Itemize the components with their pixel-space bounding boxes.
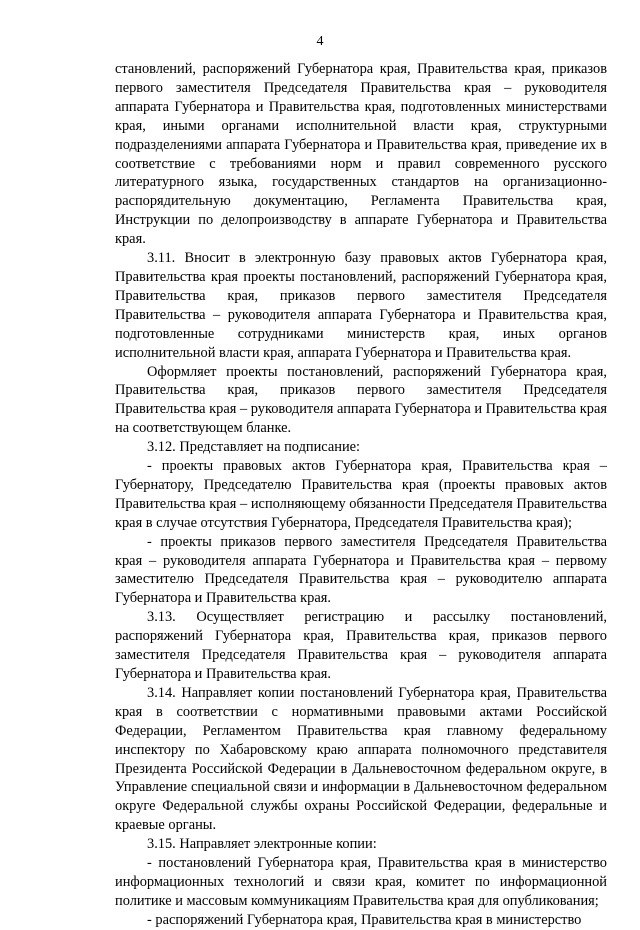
paragraph: 3.14. Направляет копии постановлений Губернатора края, Правительства края в соответствии с нормативными правовыми актами Российской Федерации, Регламентом Правительства края главному федеральному инспектору по Хабаровскому краю аппарата полномочного представителя Президента Российской Федерации в Дальневосточном федеральном округе, в Управление специальной связи и информации в Дальневосточном федеральном округе Федеральной службы охраны Российской Федерации, федеральные и краевые органы.	[115, 684, 607, 834]
page-number: 4	[316, 34, 324, 49]
document-body	[115, 60, 607, 930]
paragraph: 3.15. Направляет электронные копии:	[147, 836, 377, 853]
paragraph: 3.12. Представляет на подписание:	[147, 439, 361, 456]
paragraph: - проекты правовых актов Губернатора края, Правительства края – Губернатору, Председателю Правительства края (проекты правовых актов Правительства края – исполняющему обязанности Председателя Правительства края в случае отсутствия Губернатора, Председателя Правительства края);	[115, 458, 607, 531]
paragraph: Оформляет проекты постановлений, распоряжений Губернатора края, Правительства края, приказов первого заместителя Председателя Правительства края – руководителя аппарата Губернатора и Правительства края на соответствующем бланке.	[115, 363, 607, 437]
paragraph: - постановлений Губернатора края, Правительства края в министерство информационных технологий и связи края, комитет по информационной политике и массовым коммуникациям Правительства края для опубликования;	[115, 855, 607, 909]
paragraph: становлений, распоряжений Губернатора края, Правительства края, приказов первого заместителя Председателя Правительства края – руководителя аппарата Губернатора и Правительства края, подготовленных министерствами края, иными органами исполнительной власти края, структурными подразделениями аппарата Губернатора и Правительства края, приведение их в соответствие с требованиями норм и правил современного русского литературного языка, государственных стандартов на организационно-распорядительную документацию, Регламента Правительства края, Инструкции по делопроизводству в аппарате Губернатора и Правительства края.	[115, 61, 607, 248]
paragraph: 3.13. Осуществляет регистрацию и рассылку постановлений, распоряжений Губернатора края, Правительства края, приказов первого заместителя Председателя Правительства края – руководителя аппарата Губернатора и Правительства края.	[115, 609, 607, 682]
paragraph: - распоряжений Губернатора края, Правительства края в министерство	[147, 911, 582, 928]
paragraph: 3.11. Вносит в электронную базу правовых актов Губернатора края, Правительства края проекты постановлений, распоряжений Губернатора края, Правительства края, приказов первого заместителя Председателя Правительства – руководителя аппарата Губернатора и Правительства края, подготовленные сотрудниками министерств края, иных органов исполнительной власти края, аппарата Губернатора и Правительства края.	[115, 250, 607, 361]
paragraph: - проекты приказов первого заместителя Председателя Правительства края – руководителя аппарата Губернатора и Правительства края – первому заместителю Председателя Правительства края – руководителю аппарата Губернатора и Правительства края.	[115, 533, 607, 607]
